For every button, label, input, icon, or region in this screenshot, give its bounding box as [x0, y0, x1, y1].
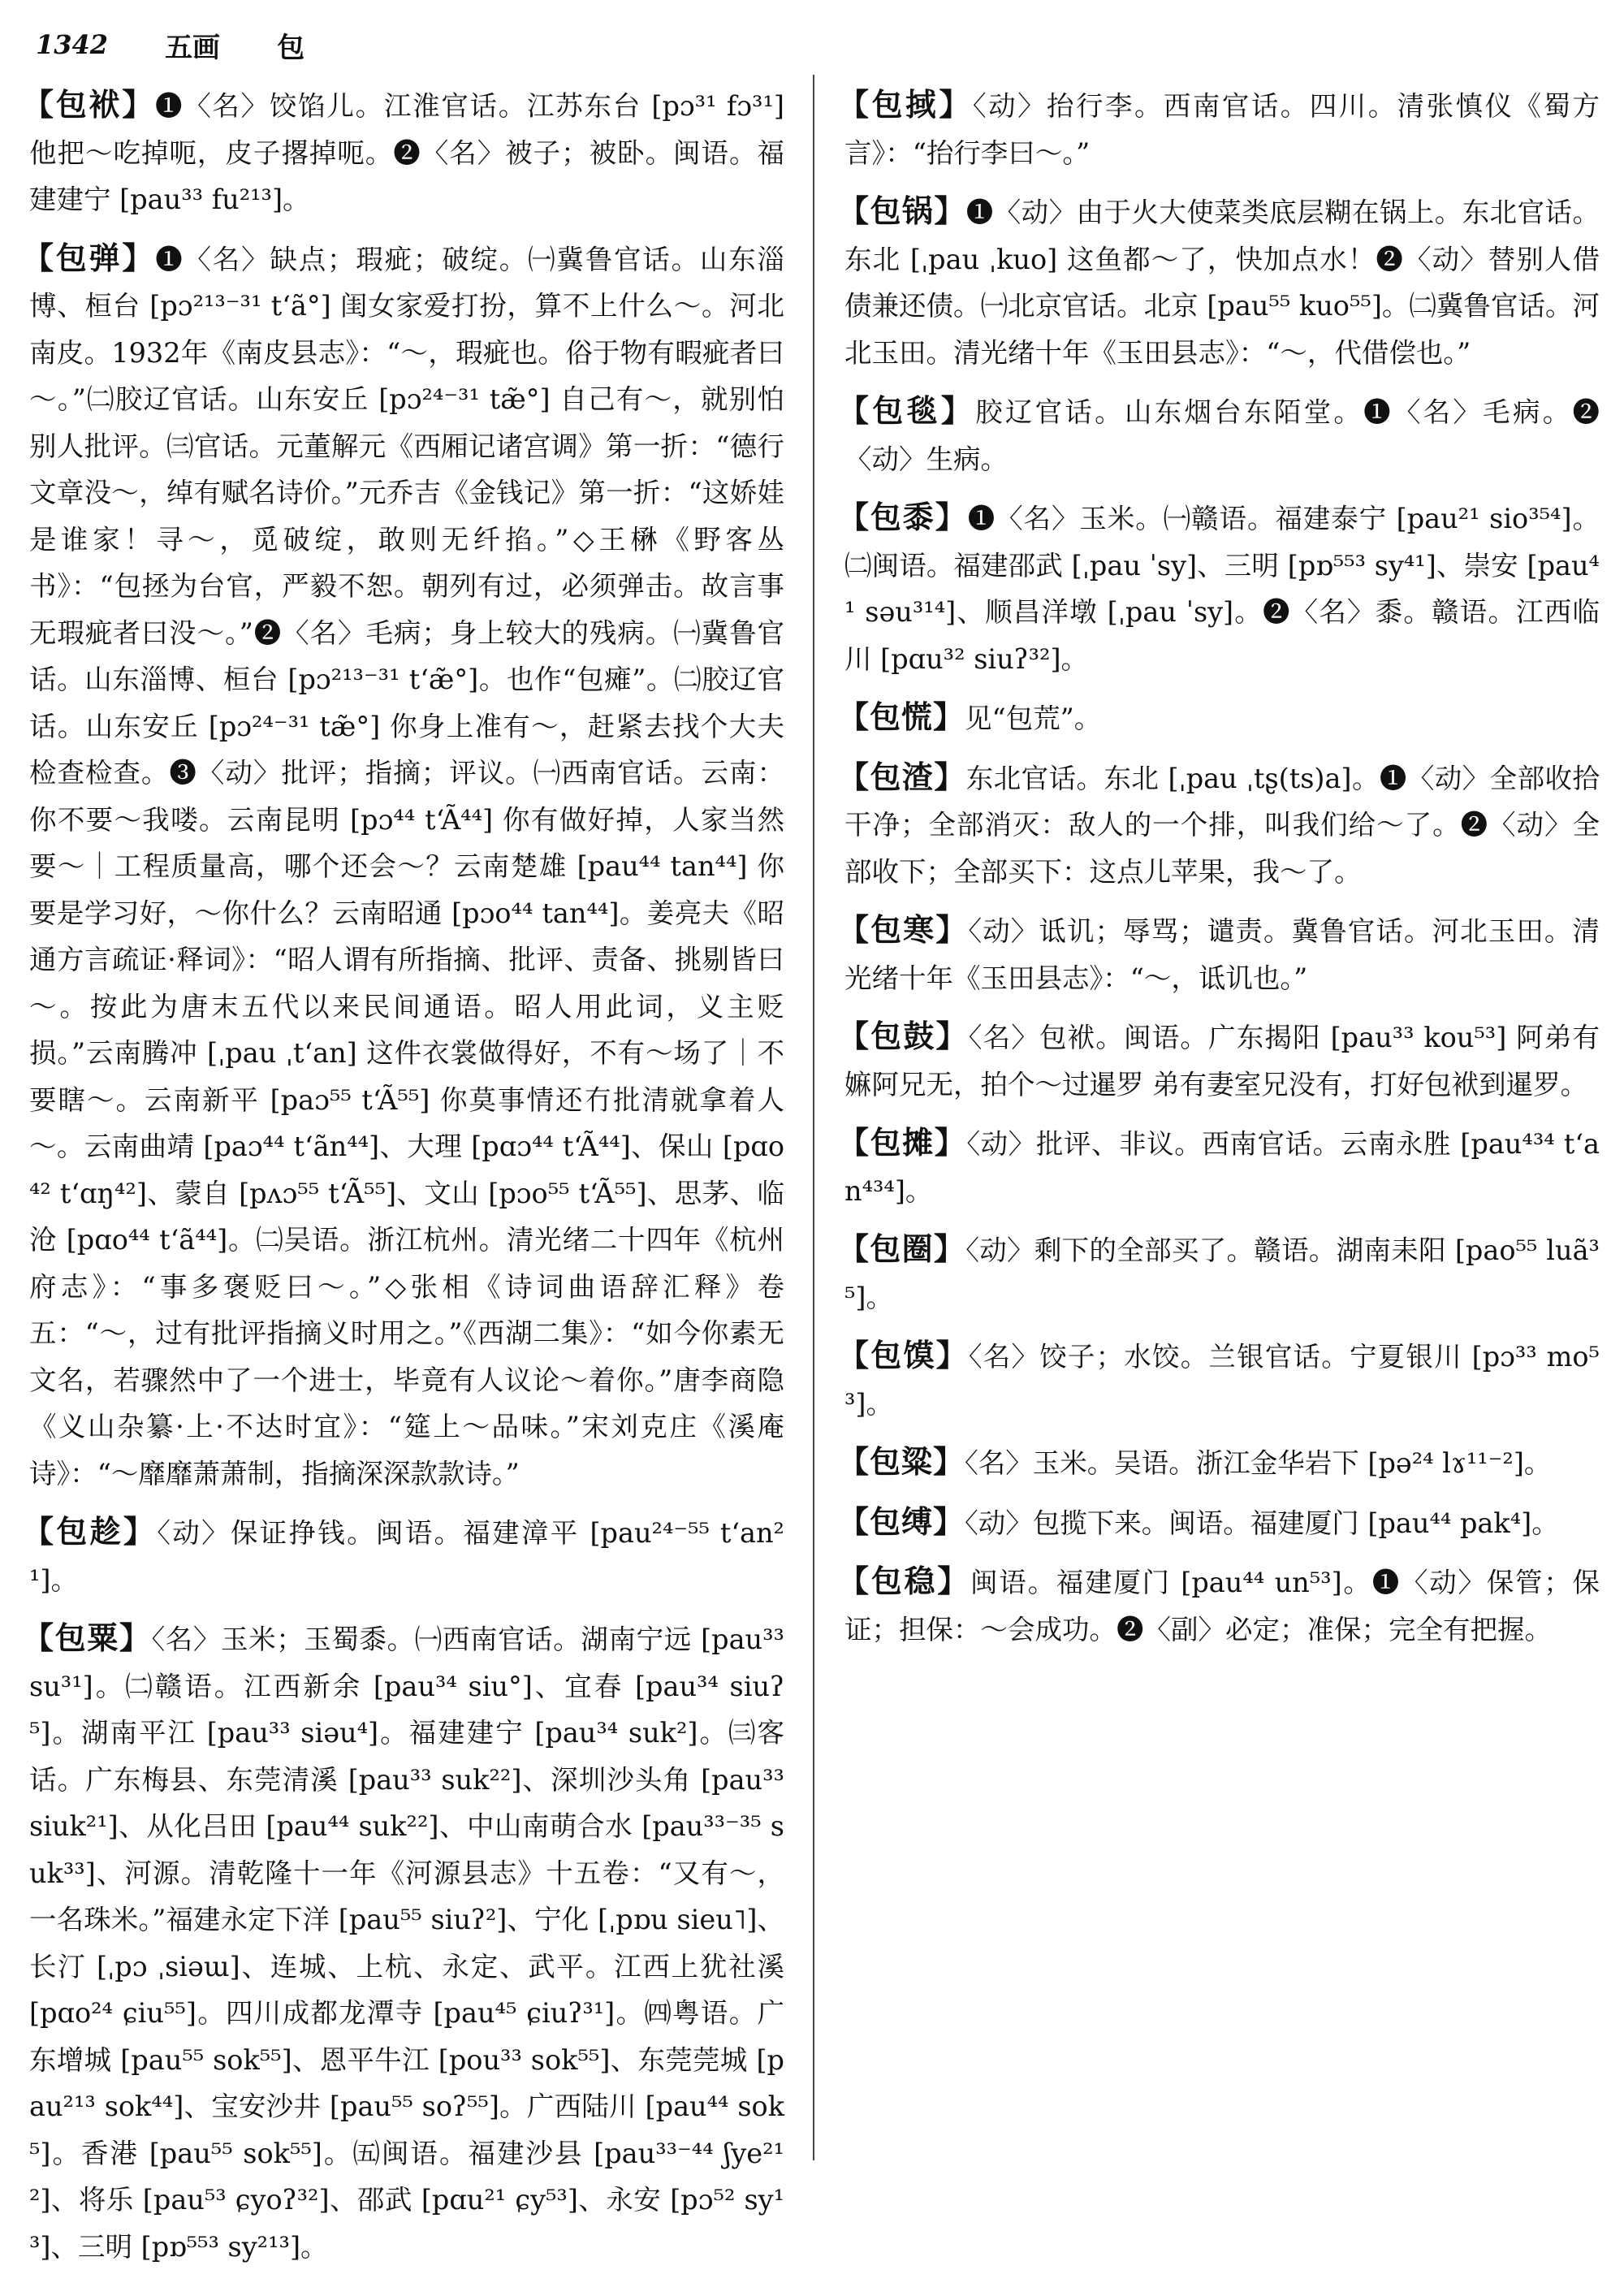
entry-headword: 【包稳】 [838, 1563, 971, 1599]
dictionary-entry [838, 1332, 1600, 1427]
entry-text: 〈动〉包揽下来。闽语。福建厦门 [pau⁴⁴ pak⁴]。 [965, 1507, 1559, 1539]
entry-text: 〈名〉饺子；水饺。兰银官话。宁夏银川 [pɔ³³ mo⁵³]。 [844, 1341, 1600, 1420]
entry-text: 〈动〉批评、非议。西南官话。云南永胜 [pau⁴³⁴ tʻan⁴³⁴]。 [844, 1128, 1600, 1207]
entry-text: 闽语。福建厦门 [pau⁴⁴ un⁵³]。❶〈动〉保管；保证；担保：～会成功。❷〈副〉必定；准保；完全有把握。 [844, 1567, 1600, 1645]
dictionary-entry [23, 235, 784, 1498]
entry-text: 〈动〉诋讥；辱骂；谴责。冀鲁官话。河北玉田。清光绪十年《玉田县志》：“～，诋讥也。” [844, 915, 1600, 994]
dictionary-entry [838, 694, 1600, 742]
section-label: 五画 [165, 31, 221, 64]
entry-headword: 【包黍】 [838, 499, 968, 535]
entry-text: 〈名〉包袱。闽语。广东揭阳 [pau³³ kou⁵³] 阿弟有嫲阿兄无，拍个～过暹罗 弟有妻室兄没有，打好包袱到暹罗。 [844, 1022, 1600, 1100]
entry-text: ❶〈名〉缺点；瑕疵；破绽。㈠冀鲁官话。山东淄博、桓台 [pɔ²¹³⁻³¹ tʻã°] 闺女家爱打扮，算不上什么～。河北南皮。1932年《南皮县志》：“～，瑕疵也。俗于物有暇疵者曰～。”㈡胶辽官话。山东安丘 [pɔ²⁴⁻³¹ tæ̃°] 自己有～，就别怕别人批评。㈢官话。元董解元《西厢记诸宫调》第一折：“德行文章没～，绰有赋名诗价。”元乔吉《金钱记》第一折：“这娇娃是谁家！寻～，觅破绽，敢则无纤掐。”◇王楙《野客丛书》：“包拯为台官，严毅不恕。朝列有过，必须弹击。故言事无瑕疵者曰没～。”❷〈名〉毛病；身上较大的残病。㈠冀鲁官话。山东淄博、桓台 [pɔ²¹³⁻³¹ tʻæ̃°]。也作“包瘫”。㈡胶辽官话。山东安丘 [pɔ²⁴⁻³¹ tæ̃°] 你身上准有～，赶紧去找个大夫检查检查。❸〈动〉批评；指摘；评议。㈠西南官话。云南：你不要～我喽。云南昆明 [pɔ⁴⁴ tʻÃ⁴⁴] 你有做好掉，人家当然要～｜工程质量高，哪个还会～？云南楚雄 [pau⁴⁴ tan⁴⁴] 你要是学习好，～你什么？云南昭通 [pɔo⁴⁴ tan⁴⁴]。姜亮夫《昭通方言疏证·释词》：“昭人谓有所指摘、批评、责备、挑剔皆曰～。按此为唐末五代以来民间通语。昭人用此词，义主贬损。”云南腾冲 [ˌpau ˌtʻan] 这件衣裳做得好，不有～场了｜不要瞎～。云南新平 [paɔ⁵⁵ tʻÃ⁵⁵] 你莫事情还冇批清就拿着人～。云南曲靖 [paɔ⁴⁴ tʻãn⁴⁴]、大理 [pɑɔ⁴⁴ tʻÃ⁴⁴]、保山 [pɑo⁴² tʻɑŋ⁴²]、蒙自 [pʌɔ⁵⁵ tʻÃ⁵⁵]、文山 [pɔo⁵⁵ tʻÃ⁵⁵]、思茅、临沧 [pɑo⁴⁴ tʻã⁴⁴]。㈡吴语。浙江杭州。清光绪二十四年《杭州府志》：“事多褒贬曰～。”◇张相《诗词曲语辞汇释》卷五：“～，过有批评指摘义时用之。”《西湖二集》：“如今你素无文名，若骤然中了一个进士，毕竟有人议论～着你。”唐李商隐《义山杂纂·上·不达时宜》：“筵上～品味。”宋刘克庄《溪庵诗》：“～靡靡萧萧制，指摘深深款款诗。” [29, 243, 784, 1490]
entry-text: 〈动〉抬行李。西南官话。四川。清张慎仪《蜀方言》：“抬行李曰～。” [844, 90, 1600, 169]
entry-headword: 【包弹】 [23, 239, 156, 276]
dictionary-entry [838, 494, 1600, 682]
dictionary-entry [838, 1013, 1600, 1108]
dictionary-entry [23, 81, 784, 223]
entry-text: 〈动〉保证挣钱。闽语。福建漳平 [pau²⁴⁻⁵⁵ tʻan²¹]。 [29, 1517, 784, 1596]
dictionary-entry [23, 1508, 784, 1603]
entry-text: ❶〈动〉由于火大使菜类底层糊在锅上。东北官话。东北 [ˌpau ˌkuo] 这鱼都～了，快加点水！❷〈动〉替别人借债兼还债。㈠北京官话。北京 [pau⁵⁵ kuo⁵⁵]。㈡冀鲁官话。河北玉田。清光绪十年《玉田县志》：“～，代借偿也。” [844, 197, 1600, 369]
entry-headword: 【包粟】 [23, 1619, 152, 1656]
entry-headword: 【包掝】 [838, 86, 973, 123]
entry-headword: 【包鼓】 [838, 1018, 969, 1054]
entry-text: 〈名〉玉米。吴语。浙江金华岩下 [pə²⁴ lɤ¹¹⁻²]。 [965, 1447, 1552, 1479]
radical-label: 包 [277, 31, 305, 64]
entry-headword: 【包缚】 [838, 1503, 965, 1540]
entry-text: 见“包荒”。 [965, 703, 1102, 734]
entry-text: ❶〈名〉饺馅儿。江淮官话。江苏东台 [pɔ³¹ fɔ³¹] 他把～吃掉呃，皮子撂掉呃。❷〈名〉被子；被卧。闽语。福建建宁 [pau³³ fu²¹³]。 [29, 90, 784, 215]
entry-headword: 【包寒】 [838, 911, 969, 948]
dictionary-entry [838, 1226, 1600, 1321]
dictionary-entry [838, 1558, 1600, 1653]
dictionary-entry [23, 1615, 784, 2270]
entry-headword: 【包摊】 [838, 1124, 967, 1161]
entry-headword: 【包袱】 [23, 86, 155, 123]
dictionary-entry [838, 906, 1600, 1001]
entry-headword: 【包粱】 [838, 1443, 965, 1480]
entry-headword: 【包趁】 [23, 1513, 158, 1550]
dictionary-entry [838, 81, 1600, 176]
entry-headword: 【包慌】 [838, 698, 965, 735]
right-column [838, 81, 1600, 2168]
dictionary-entry [838, 1438, 1600, 1487]
entry-text: 〈名〉玉米；玉蜀黍。㈠西南官话。湖南宁远 [pau³³ su³¹]。㈡赣语。江西新余 [pau³⁴ siu°]、宜春 [pau³⁴ siuʔ⁵]。湖南平江 [pau³³ siəu⁴]。福建建宁 [pau³⁴ suk²]。㈢客话。广东梅县、东莞清溪 [pau³³ suk²²]、深圳沙头角 [pau³³ siuk²¹]、从化吕田 [pau⁴⁴ suk²²]、中山南萌合水 [pau³³⁻³⁵ suk³³]、河源。清乾隆十一年《河源县志》十五卷：“又有～，一名珠米。”福建永定下洋 [pau⁵⁵ siuʔ²]、宁化 [ˌpɒu sieu˥]、长汀 [ˌpɔ ˌsiəɯ]、连城、上杭、永定、武平。江西上犹社溪 [pɑo²⁴ ɕiu⁵⁵]。四川成都龙潭寺 [pau⁴⁵ ɕiuʔ³¹]。㈣粤语。广东增城 [pau⁵⁵ sok⁵⁵]、恩平牛江 [pou³³ sok⁵⁵]、东莞莞城 [pau²¹³ sok⁴⁴]、宝安沙井 [pau⁵⁵ soʔ⁵⁵]。广西陆川 [pau⁴⁴ sok⁵]。香港 [pau⁵⁵ sok⁵⁵]。㈤闽语。福建沙县 [pau³³⁻⁴⁴ ʃye²¹²]、将乐 [pau⁵³ ɕyoʔ³²]、邵武 [pɑu²¹ ɕy⁵³]、永安 [pɔ⁵² sy¹³]、三明 [pɒ⁵⁵³ sy²¹³]。 [29, 1624, 784, 2263]
page-header [36, 21, 304, 68]
entry-text: 东北官话。东北 [ˌpau ˌtʂ(ts)a]。❶〈动〉全部收拾干净；全部消灭：敌人的一个排，叫我们给～了。❷〈动〉全部收下；全部买下：这点儿苹果，我～了。 [844, 762, 1600, 888]
dictionary-entry [838, 188, 1600, 376]
entry-text: 〈动〉剩下的全部买了。赣语。湖南耒阳 [pao⁵⁵ luã³⁵]。 [844, 1234, 1600, 1313]
entry-text: 胶辽官话。山东烟台东陌堂。❶〈名〉毛病。❷〈动〉生病。 [844, 396, 1600, 475]
entry-text: ❶〈名〉玉米。㈠赣语。福建泰宁 [pau²¹ sio³⁵⁴]。㈡闽语。福建邵武 [ˌpau ˈsy]、三明 [pɒ⁵⁵³ sy⁴¹]、崇安 [pau⁴¹ səu³¹⁴]、顺昌洋墩 [ˌpau ˈsy]。❷〈名〉黍。赣语。江西临川 [pɑu³² siuʔ³²]。 [844, 503, 1600, 675]
entry-headword: 【包圈】 [838, 1230, 966, 1267]
page-number: 1342 [36, 29, 109, 60]
left-column [23, 81, 784, 2263]
entry-headword: 【包渣】 [838, 758, 966, 795]
dictionary-entry [838, 1119, 1600, 1214]
entry-headword: 【包毯】 [838, 392, 976, 429]
dictionary-entry [838, 1498, 1600, 1547]
column-divider [813, 75, 814, 2160]
entry-headword: 【包锅】 [838, 192, 966, 229]
dictionary-entry [838, 387, 1600, 482]
entry-headword: 【包馍】 [838, 1337, 969, 1373]
dictionary-entry [838, 754, 1600, 896]
